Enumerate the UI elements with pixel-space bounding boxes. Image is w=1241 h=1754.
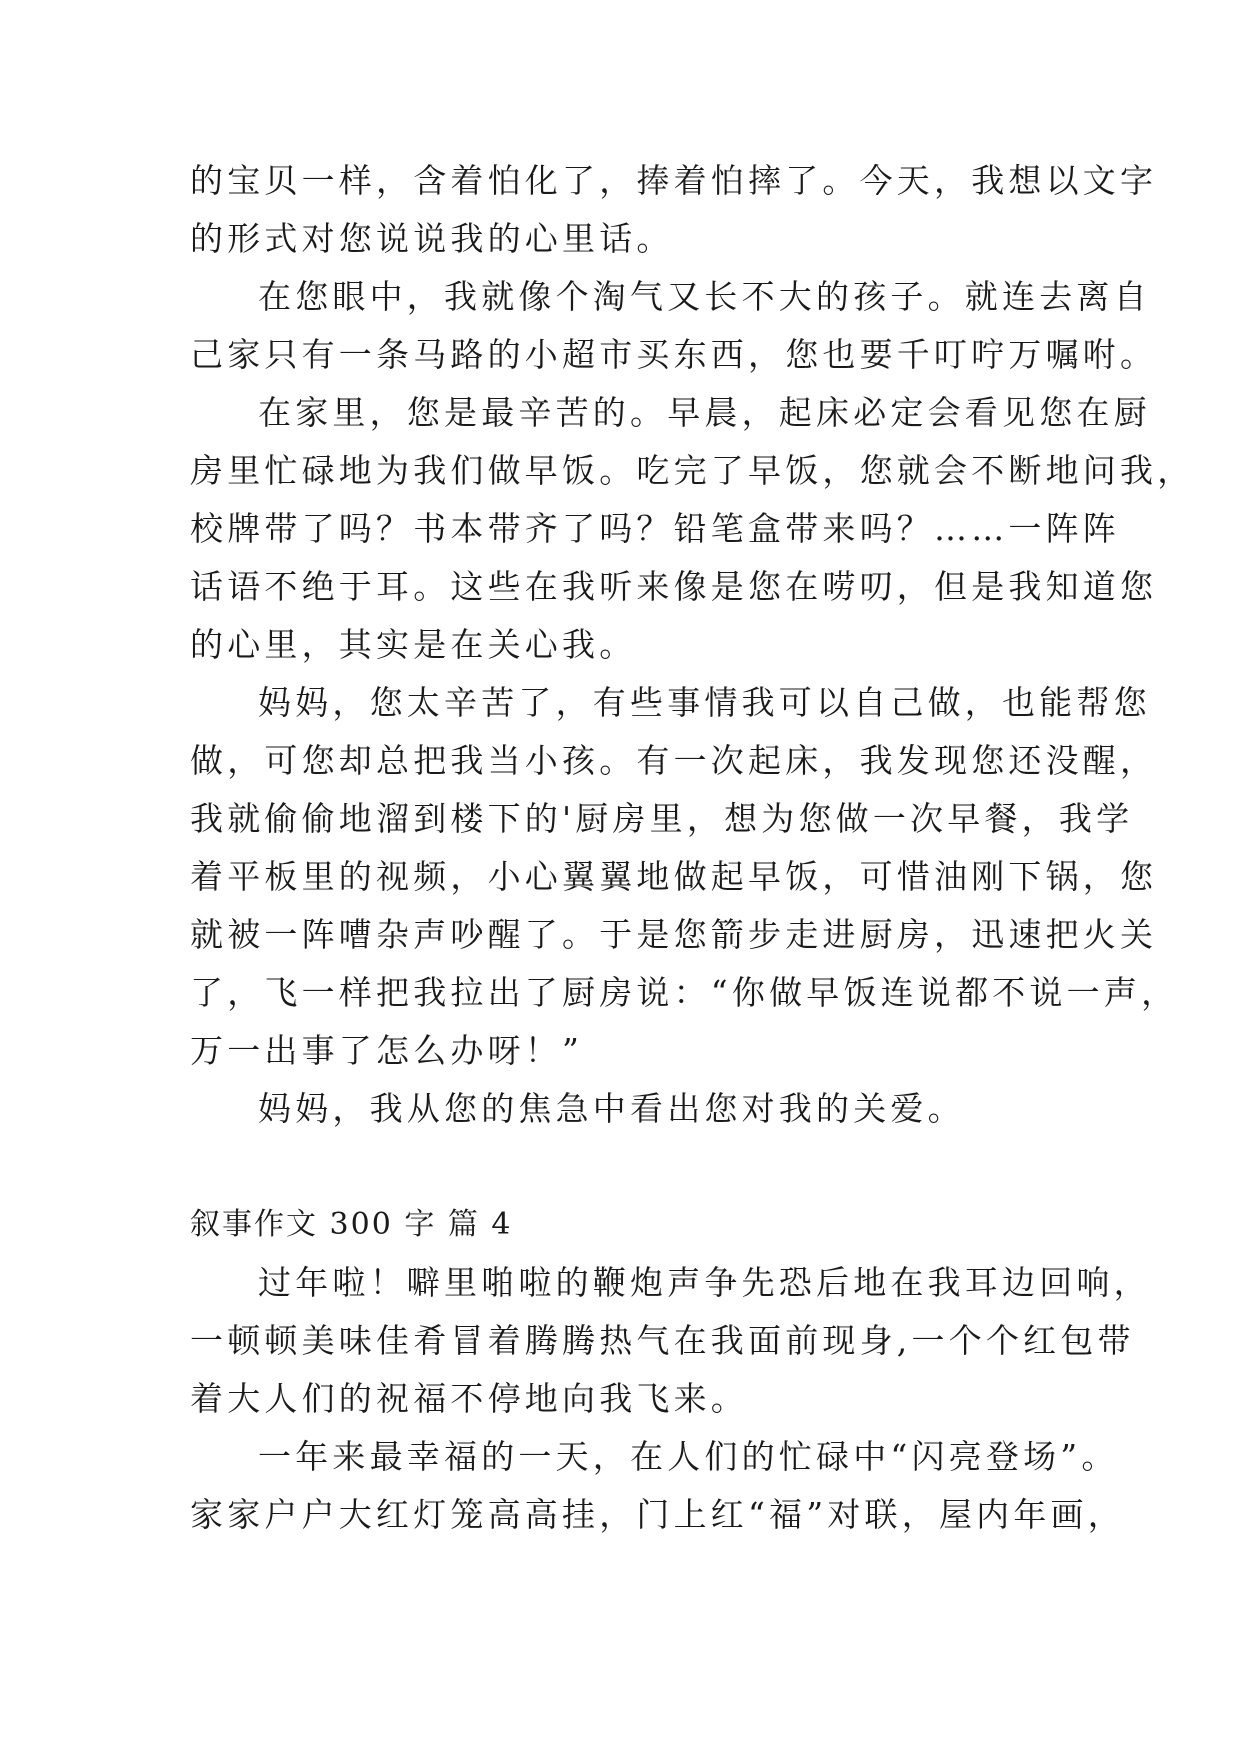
text-line: 己家只有一条马路的小超市买东西，您也要千叮咛万嘱咐。 [190,335,1158,374]
text-line: 一年来最幸福的一天，在人们的忙碌中“闪亮登场”。 [258,1437,1119,1476]
text-line: 的宝贝一样，含着怕化了，捧着怕摔了。今天，我想以文字 [190,161,1158,200]
text-line: 校牌带了吗？书本带齐了吗？铅笔盒带来吗？……一阵阵 [190,509,1120,548]
text-line: 就被一阵嘈杂声吵醒了。于是您箭步走进厨房，迅速把火关 [190,915,1158,954]
text-line: 家家户户大红灯笼高高挂，门上红“福”对联，屋内年画， [190,1495,1125,1534]
text-line: 我就偷偷地溜到楼下的'厨房里，想为您做一次早餐，我学 [190,799,1134,838]
text-line: 的心里，其实是在关心我。 [190,625,637,664]
text-line: 过年啦！噼里啪啦的鞭炮声争先恐后地在我耳边回响， [258,1263,1151,1302]
text-line: 了，飞一样把我拉出了厨房说：“你做早饭连说都不说一声， [190,973,1179,1012]
text-line: 万一出事了怎么办呀！” [190,1031,584,1070]
text-line: 的形式对您说说我的心里话。 [190,219,674,258]
text-line: 着平板里的视频，小心翼翼地做起早饭，可惜油刚下锅，您 [190,857,1158,896]
text-line: 妈妈，您太辛苦了，有些事情我可以自己做，也能帮您 [258,683,1151,722]
text-line: 妈妈，我从您的焦急中看出您对我的关爱。 [258,1089,965,1128]
document-page [190,152,1195,1544]
text-line: 着大人们的祝福不停地向我飞来。 [190,1379,748,1418]
text-line: 做，可您却总把我当小孩。有一次起床，我发现您还没醒， [190,741,1158,780]
text-line: 在您眼中，我就像个淘气又长不大的孩子。就连去离自 [258,277,1151,316]
section-gap [190,1138,1060,1196]
text-line: 房里忙碌地为我们做早饭。吃完了早饭，您就会不断地问我， [190,451,1195,490]
section-heading: 叙事作文 300 字 篇 4 [190,1207,513,1242]
text-line: 一顿顿美味佳肴冒着腾腾热气在我面前现身,一个个红包带 [190,1321,1135,1360]
essay-3-body [190,152,1195,1138]
text-line: 话语不绝于耳。这些在我听来像是您在唠叨，但是我知道您 [190,567,1158,606]
text-line: 在家里，您是最辛苦的。早晨，起床必定会看见您在厨 [258,393,1151,432]
essay-4-body [190,1254,1151,1544]
